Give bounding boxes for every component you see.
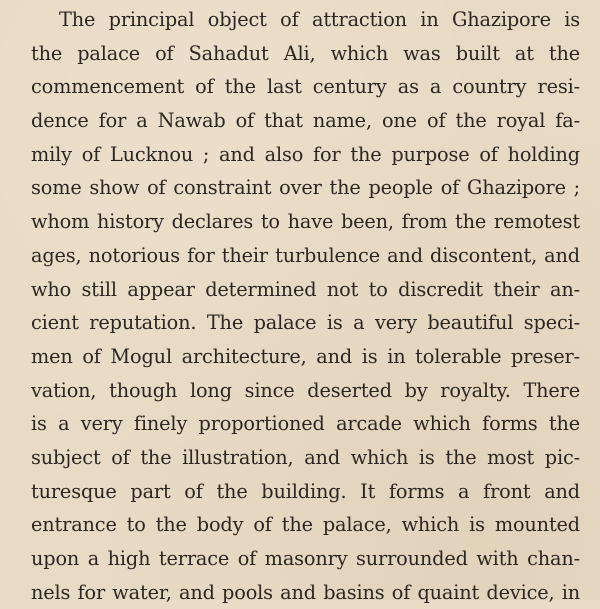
text-line: men of Mogul architecture, and is in tolerable preser-: [31, 344, 580, 368]
text-line: vation, though long since deserted by royalty. There: [31, 378, 580, 402]
text-line: subject of the illustration, and which is the most pic-: [31, 445, 580, 469]
text-line: cient reputation. The palace is a very beautiful speci-: [31, 311, 580, 335]
text-line: some show of constraint over the people of Ghazipore ;: [31, 176, 580, 200]
text-line: is a very finely proportioned arcade which forms the: [31, 412, 580, 436]
text-line: ages, notorious for their turbulence and discontent, and: [31, 243, 580, 267]
text-line: whom history declares to have been, from the remotest: [31, 210, 580, 234]
text-line: who still appear determined not to discredit their an-: [31, 277, 580, 301]
text-line: the palace of Sahadut Ali, which was built at the: [31, 41, 580, 65]
text-line: mily of Lucknou ; and also for the purpose of holding: [31, 142, 580, 166]
text-line: nels for water, and pools and basins of quaint device, in: [31, 580, 580, 604]
text-line: commencement of the last century as a country resi-: [31, 75, 580, 99]
text-line: upon a high terrace of masonry surrounded with chan-: [31, 547, 580, 570]
text-line: turesque part of the building. It forms a front and: [31, 479, 580, 503]
paragraph: [31, 3, 580, 609]
text-line: entrance to the body of the palace, which is mounted: [31, 513, 580, 537]
text-line: The principal object of attraction in Ghazipore is: [59, 8, 580, 31]
text-line: dence for a Nawab of that name, one of the royal fa-: [31, 109, 580, 133]
